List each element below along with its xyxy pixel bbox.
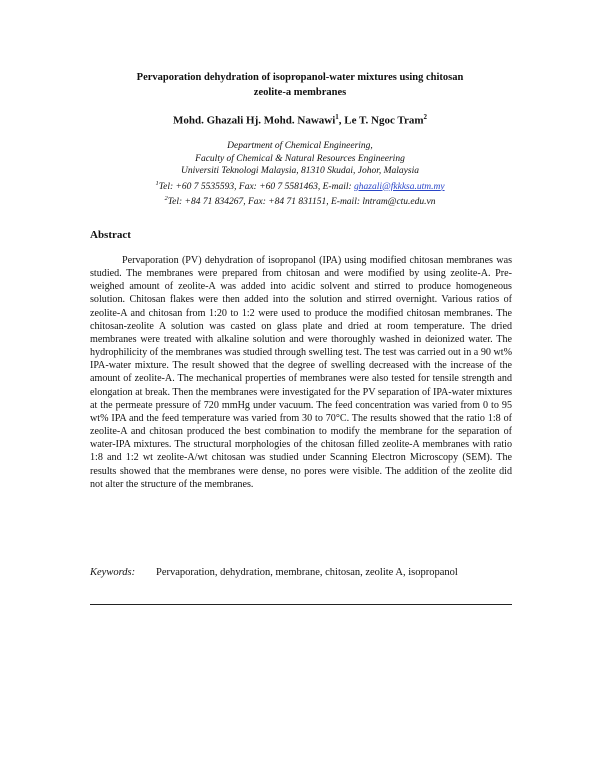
affiliation-block [90,140,510,209]
affiliation-university: Universiti Teknologi Malaysia, 81310 Skudai, Johor, Malaysia [181,166,419,176]
keywords-list: Pervaporation, dehydration, membrane, chitosan, zeolite A, isopropanol [156,567,458,578]
keywords-line [90,566,458,580]
contact-2-mark: 2 [164,195,168,203]
contact-1-email-link[interactable]: ghazali@fkkksa.utm.my [354,181,445,192]
author-list [90,110,510,129]
author-1-affiliation-mark: 1 [335,113,339,121]
author-2-name: Le T. Ngoc Tram [344,114,424,127]
abstract-body: Pervaporation (PV) dehydration of isopropanol (IPA) using modified chitosan membranes was studied. The membranes were prepared from chitosan and were modified by using zeolite-A. Pre-weighed amount of zeolite-A was added into acidic solvent and stirred to produce homogeneous solution. Chitosan flakes were then added into the solution and stirred overnight. Various ratios of zeolite-A and chitosan from 1:20 to 1:2 were used to produce the modified chitosan membranes. The chitosan-zeolite A solution was casted on glass plate and dried at room temperature. The dried membranes were treated with alkaline solution and were thoroughly washed in deionized water. The hydrophilicity of the membranes was studied through swelling test. The test was carried out in a 90 wt% IPA-water mixture. The result showed that the degree of swelling decreased with the increase of the amount of zeolite-A. The mechanical properties of membranes were also tested for tensile strength and elongation at break. Then the membranes were investigated for the PV separation of IPA-water mixtures at the permeate pressure of 720 mmHg under vacuum. The feed concentration was varied from 0 to 95 wt% IPA and the feed temperature was varied from 30 to 70°C. The results showed that the ratio 1:8 of zeolite-A and chitosan produced the best combination to modify the membrane for the separation of water-IPA mixtures. The structural morphologies of the chitosan filled zeolite-A membranes with ratio 1:8 and 1:2 wt zeolite-A/wt chitosan was studied under Scanning Electron Microscopy (SEM). The results showed that the membranes were dense, no pores were visible. The addition of the zeolite did not alter the structure of the membranes. [90,255,512,490]
keywords-label: Keywords: [90,567,136,578]
author-separator: , [338,114,345,127]
affiliation-faculty: Faculty of Chemical & Natural Resources Engineering [195,153,405,164]
contact-1-text: Tel: +60 7 5535593, Fax: +60 7 5581463, E-mail: [158,181,355,192]
author-1-name: Mohd. Ghazali Hj. Mohd. Nawawi [173,114,336,127]
abstract-heading: Abstract [90,229,131,241]
affiliation-contact-1 [90,178,510,194]
paper-title [90,70,510,100]
contact-2-text: Tel: +84 71 834267, Fax: +84 71 831151, E-mail: lntram@ctu.edu.vn [167,197,436,208]
author-2-affiliation-mark: 2 [423,113,427,121]
section-divider [90,604,512,605]
affiliation-contact-2 [90,193,510,209]
title-line-2: zeolite-a membranes [253,87,347,98]
affiliation-department: Department of Chemical Engineering, [227,141,373,151]
contact-1-mark: 1 [155,179,159,187]
title-line-1: Pervaporation dehydration of isopropanol-water mixtures using chitosan [136,72,464,83]
